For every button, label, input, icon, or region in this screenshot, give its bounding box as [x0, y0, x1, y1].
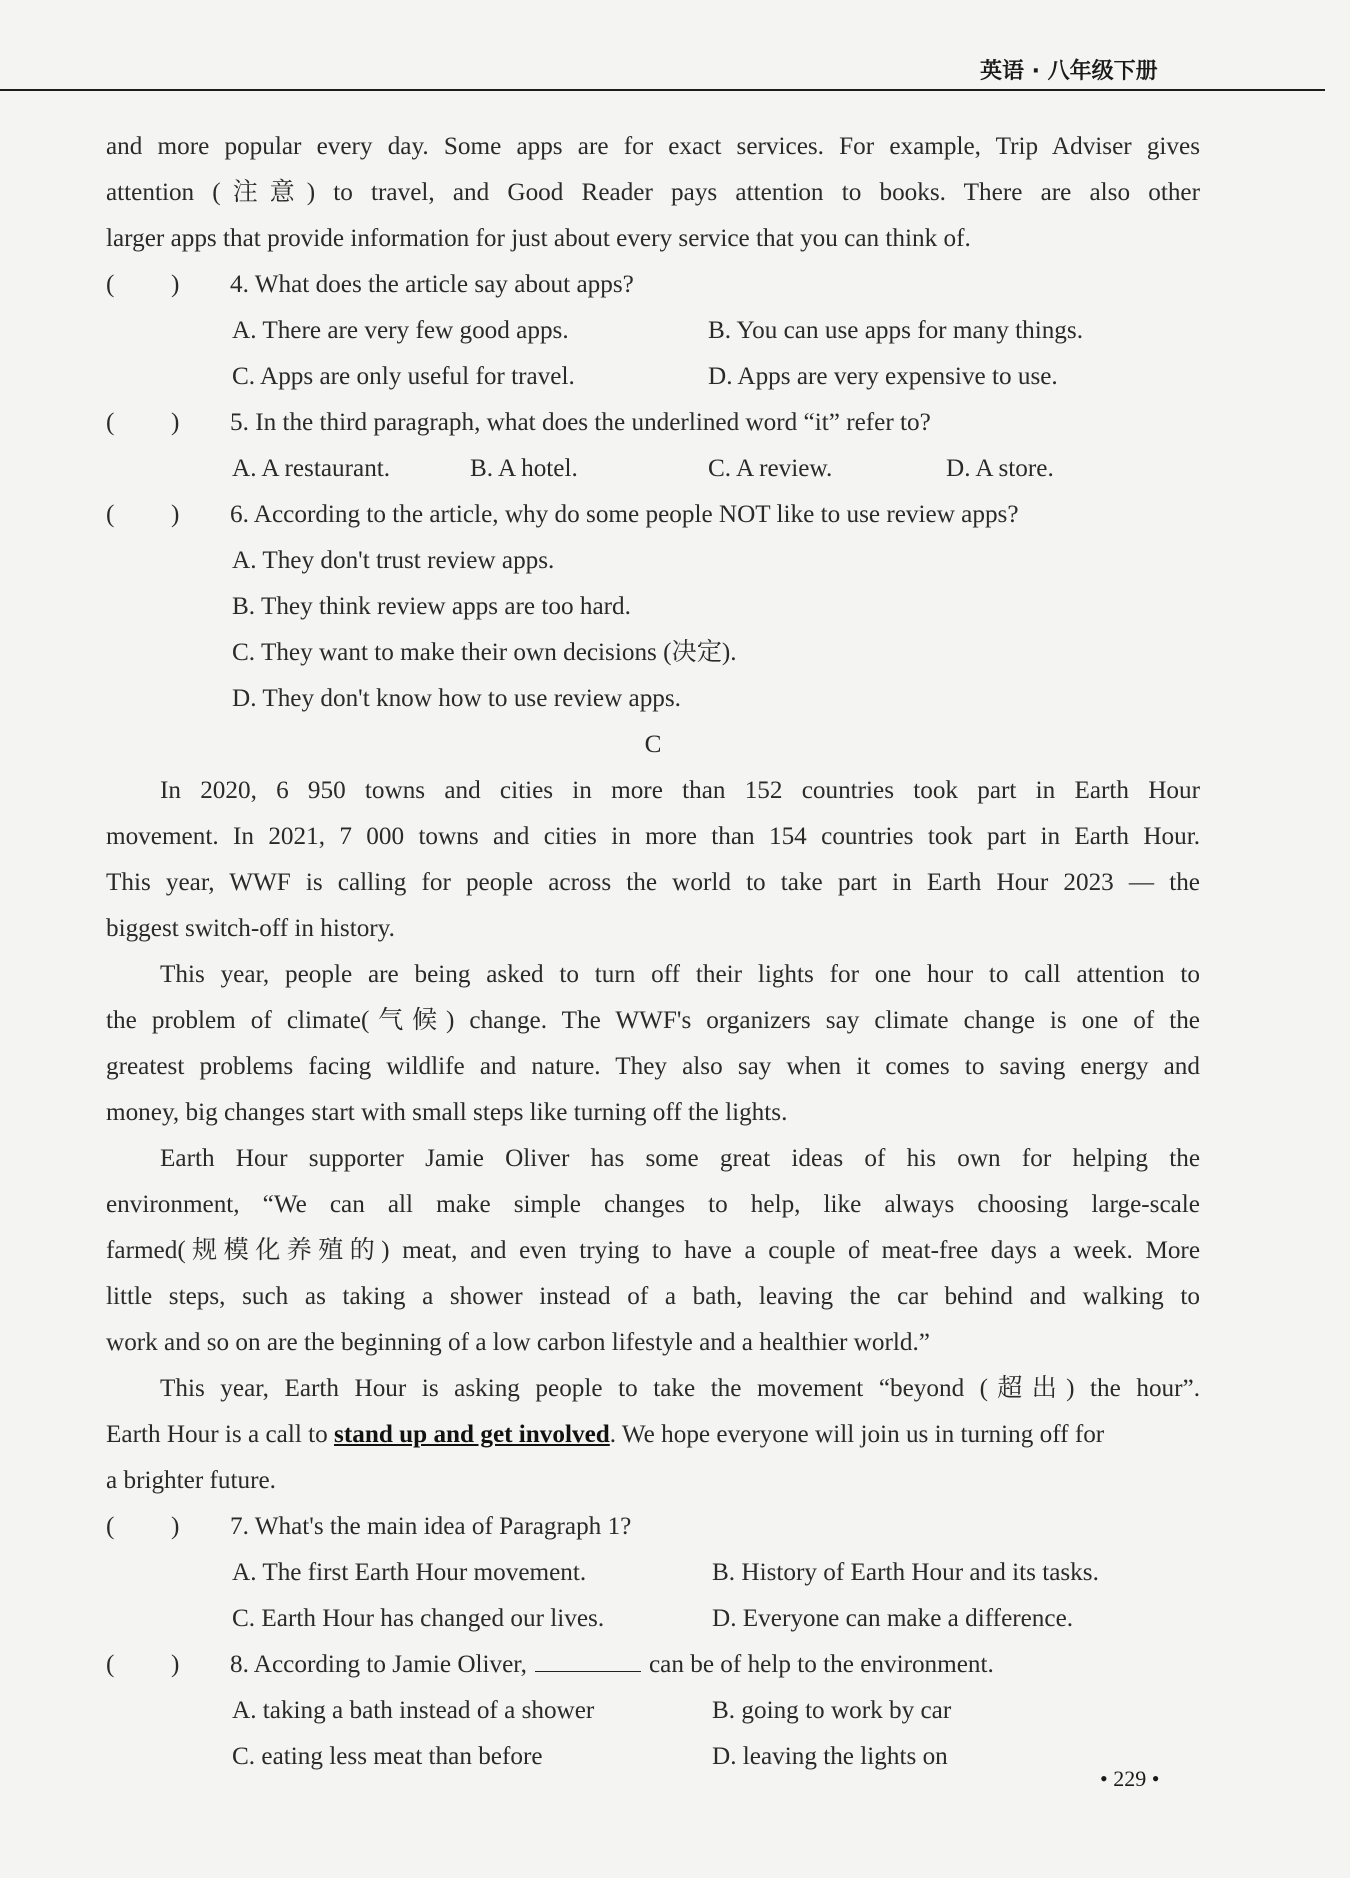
intro-line: larger apps that provide information for just about every service that you can think of.	[106, 225, 971, 252]
paragraph-line: In 2020, 6 950 towns and cities in more than 152 countries took part in Earth Hour	[160, 777, 1200, 804]
header-rule	[0, 89, 1325, 91]
option-b[interactable]: B. You can use apps for many things.	[708, 317, 1083, 344]
option-c[interactable]: C. eating less meat than before	[232, 1743, 543, 1770]
paragraph-line: a brighter future.	[106, 1467, 276, 1494]
option-c[interactable]: C. Earth Hour has changed our lives.	[232, 1605, 605, 1632]
text-segment: Earth Hour is a call to	[106, 1421, 335, 1448]
answer-blank[interactable]	[535, 1670, 641, 1672]
question-stem: 5. In the third paragraph, what does the underlined word “it” refer to?	[230, 409, 931, 436]
question-stem: 6. According to the article, why do some people NOT like to use review apps?	[230, 501, 1019, 528]
option-c[interactable]: C. They want to make their own decisions (决定).	[232, 639, 737, 666]
answer-paren-right[interactable]: )	[171, 271, 180, 298]
option-b[interactable]: B. History of Earth Hour and its tasks.	[712, 1559, 1099, 1586]
option-d[interactable]: D. Everyone can make a difference.	[712, 1605, 1074, 1632]
options-row	[106, 1734, 1200, 1780]
paragraph-line: work and so on are the beginning of a low carbon lifestyle and a healthier world.”	[106, 1329, 930, 1356]
question-5	[106, 400, 1200, 446]
paragraph-line: movement. In 2021, 7 000 towns and cities in more than 154 countries took part in Earth Hour.	[106, 823, 1200, 850]
answer-paren-left[interactable]: (	[106, 271, 115, 298]
paragraph-line: Earth Hour supporter Jamie Oliver has some great ideas of his own for helping the	[160, 1145, 1200, 1172]
paragraph-line	[106, 1412, 1200, 1458]
paragraph-line: biggest switch-off in history.	[106, 915, 395, 942]
paragraph-text	[106, 1412, 1104, 1458]
book-title: 英语 · 八年级下册	[980, 59, 1158, 84]
answer-paren-left[interactable]: (	[106, 1651, 115, 1678]
question-4	[106, 262, 1200, 308]
options-row	[106, 446, 1200, 492]
options-row	[106, 308, 1200, 354]
underlined-phrase: stand up and get involved	[334, 1421, 610, 1448]
paragraph-line: greatest problems facing wildlife and nature. They also say when it comes to saving energy and	[106, 1053, 1200, 1080]
paragraph-line: This year, people are being asked to turn off their lights for one hour to call attention to	[160, 961, 1200, 988]
answer-paren-right[interactable]: )	[171, 501, 180, 528]
option-a[interactable]: A. taking a bath instead of a shower	[232, 1697, 595, 1724]
intro-line: and more popular every day. Some apps are for exact services. For example, Trip Adviser gives	[106, 133, 1200, 160]
intro-line: attention (注意) to travel, and Good Reader pays attention to books. There are also other	[106, 179, 1200, 206]
question-stem-end: can be of help to the environment.	[648, 1651, 994, 1678]
option-a[interactable]: A. The first Earth Hour movement.	[232, 1559, 587, 1586]
page-content	[106, 124, 1200, 1780]
page-number: • 229 •	[1100, 1766, 1160, 1791]
section-heading: C	[644, 731, 662, 758]
paragraph-line: environment, “We can all make simple changes to help, like always choosing large-scale	[106, 1191, 1200, 1218]
option-a[interactable]: A. They don't trust review apps.	[232, 547, 555, 574]
option-d[interactable]: D. A store.	[946, 455, 1054, 482]
answer-paren-left[interactable]: (	[106, 1513, 115, 1540]
paragraph-line: little steps, such as taking a shower instead of a bath, leaving the car behind and walking to	[106, 1283, 1200, 1310]
option-b[interactable]: B. A hotel.	[470, 455, 578, 482]
option-d[interactable]: D. leaving the lights on	[712, 1743, 948, 1770]
paragraph-line: This year, WWF is calling for people across the world to take part in Earth Hour 2023 — the	[106, 869, 1200, 896]
option-a[interactable]: A. A restaurant.	[232, 455, 391, 482]
answer-paren-left[interactable]: (	[106, 409, 115, 436]
question-6	[106, 492, 1200, 538]
option-a[interactable]: A. There are very few good apps.	[232, 317, 569, 344]
option-b[interactable]: B. going to work by car	[712, 1697, 952, 1724]
text-segment: . We hope everyone will join us in turning off for	[609, 1421, 1105, 1448]
question-stem: 7. What's the main idea of Paragraph 1?	[230, 1513, 632, 1540]
paragraph-line: This year, Earth Hour is asking people to take the movement “beyond (超出) the hour”.	[160, 1375, 1200, 1402]
options-row	[106, 1596, 1200, 1642]
answer-paren-right[interactable]: )	[171, 1513, 180, 1540]
options-row	[106, 354, 1200, 400]
options-row	[106, 1550, 1200, 1596]
option-d[interactable]: D. They don't know how to use review apps.	[232, 685, 681, 712]
question-8	[106, 1642, 1200, 1688]
paragraph-line: farmed(规模化养殖的) meat, and even trying to have a couple of meat-free days a week. More	[106, 1237, 1200, 1264]
answer-paren-right[interactable]: )	[171, 409, 180, 436]
question-stem-start: 8. According to Jamie Oliver,	[230, 1651, 527, 1678]
option-d[interactable]: D. Apps are very expensive to use.	[708, 363, 1058, 390]
answer-paren-right[interactable]: )	[171, 1651, 180, 1678]
options-row	[106, 1688, 1200, 1734]
option-c[interactable]: C. A review.	[708, 455, 833, 482]
paragraph-line: money, big changes start with small steps like turning off the lights.	[106, 1099, 788, 1126]
answer-paren-left[interactable]: (	[106, 501, 115, 528]
option-c[interactable]: C. Apps are only useful for travel.	[232, 363, 575, 390]
option-b[interactable]: B. They think review apps are too hard.	[232, 593, 631, 620]
question-stem: 4. What does the article say about apps?	[230, 271, 634, 298]
question-7	[106, 1504, 1200, 1550]
paragraph-line: the problem of climate(气候) change. The WWF's organizers say climate change is one of the	[106, 1007, 1200, 1034]
